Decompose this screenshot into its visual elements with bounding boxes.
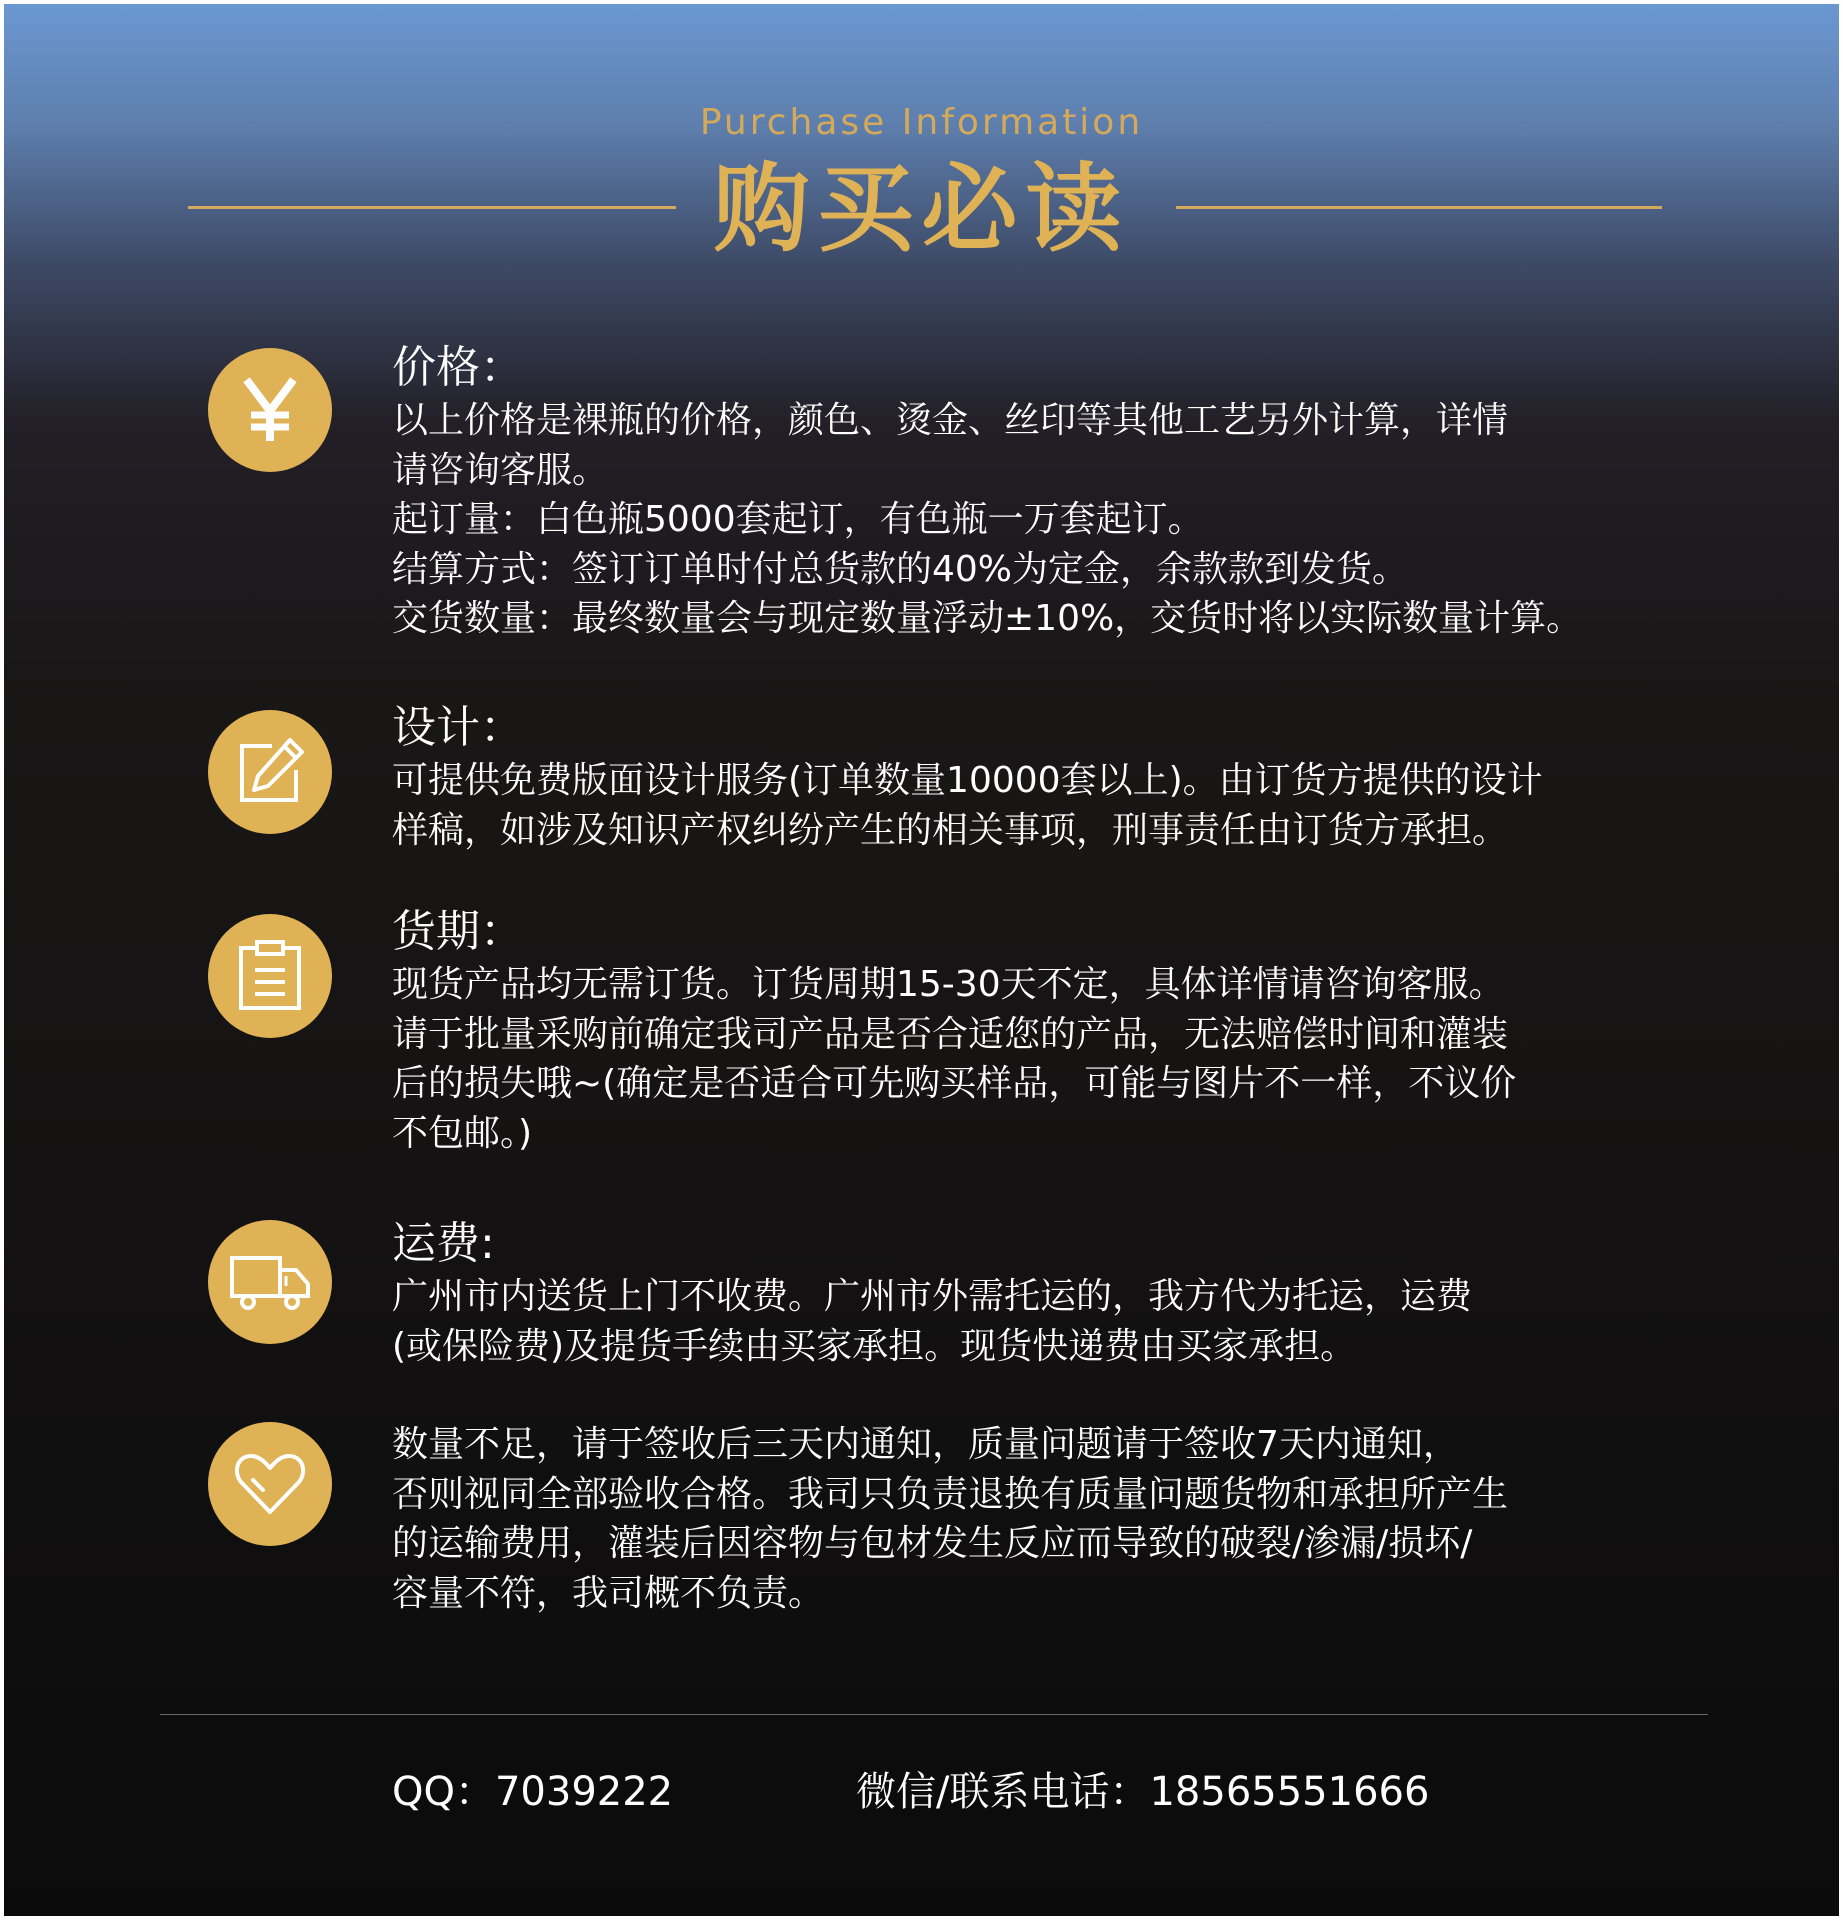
section-design-line: 可提供免费版面设计服务(订单数量10000套以上)。由订货方提供的设计 bbox=[392, 760, 1543, 801]
section-lead-time-text bbox=[392, 904, 1702, 1158]
section-design-heading: 设计： bbox=[392, 702, 524, 753]
section-lead-time-line: 请于批量采购前确定我司产品是否合适您的产品，无法赔偿时间和灌装 bbox=[392, 1013, 1509, 1055]
section-shipping-heading: 运费: bbox=[392, 1218, 495, 1269]
section-price-line: 起订量：白色瓶5000套起订，有色瓶一万套起订。 bbox=[392, 499, 1204, 540]
qq-contact: QQ：7039222 bbox=[392, 1769, 674, 1815]
section-design-line: 样稿，如涉及知识产权纠纷产生的相关事项，刑事责任由订货方承担。 bbox=[392, 809, 1509, 851]
edit-pencil-icon bbox=[208, 710, 332, 834]
section-after-sale-line: 的运输费用，灌装后因容物与包材发生反应而导致的破裂/渗漏/损坏/ bbox=[392, 1523, 1473, 1564]
yen-icon bbox=[208, 348, 332, 472]
section-after-sale-line: 否则视同全部验收合格。我司只负责退换有质量问题货物和承担所产生 bbox=[392, 1473, 1509, 1515]
section-lead-time-line: 后的损失哦~(确定是否适合可先购买样品，可能与图片不一样，不议价 bbox=[392, 1063, 1517, 1104]
clipboard-icon bbox=[208, 914, 332, 1038]
delivery-truck-icon bbox=[208, 1220, 332, 1344]
section-lead-time-line: 不包邮。) bbox=[392, 1112, 533, 1154]
section-shipping-line: (或保险费)及提货手续由买家承担。现货快递费由买家承担。 bbox=[392, 1325, 1357, 1367]
section-price-line: 请咨询客服。 bbox=[392, 449, 609, 491]
section-lead-time-heading: 货期： bbox=[392, 906, 524, 957]
section-shipping-text bbox=[392, 1216, 1702, 1371]
heart-icon bbox=[208, 1422, 332, 1546]
page-title: 购买必读 bbox=[713, 153, 1130, 265]
section-after-sale-line: 容量不符，我司概不负责。 bbox=[392, 1572, 825, 1614]
section-price-line: 交货数量：最终数量会与现定数量浮动±10%，交货时将以实际数量计算。 bbox=[392, 598, 1583, 639]
section-price-heading: 价格： bbox=[392, 342, 524, 393]
phone-contact: 微信/联系电话：18565551666 bbox=[856, 1769, 1430, 1815]
section-price-text bbox=[392, 340, 1702, 644]
section-lead-time-line: 现货产品均无需订货。订货周期15-30天不定，具体详情请咨询客服。 bbox=[392, 964, 1505, 1005]
title-rule-right bbox=[1176, 206, 1662, 209]
section-shipping-line: 广州市内送货上门不收费。广州市外需托运的，我方代为托运，运费 bbox=[392, 1276, 1473, 1317]
section-price-line: 以上价格是裸瓶的价格，颜色、烫金、丝印等其他工艺另外计算，详情 bbox=[392, 400, 1509, 441]
footer-divider bbox=[160, 1714, 1708, 1715]
section-after-sale-line: 数量不足，请于签收后三天内通知，质量问题请于签收7天内通知， bbox=[392, 1424, 1459, 1465]
section-price-line: 结算方式：签订订单时付总货款的40%为定金，余款款到发货。 bbox=[392, 548, 1409, 590]
section-after-sale-text bbox=[392, 1420, 1702, 1618]
subtitle: Purchase Information bbox=[699, 102, 1144, 143]
section-design-text bbox=[392, 700, 1702, 855]
